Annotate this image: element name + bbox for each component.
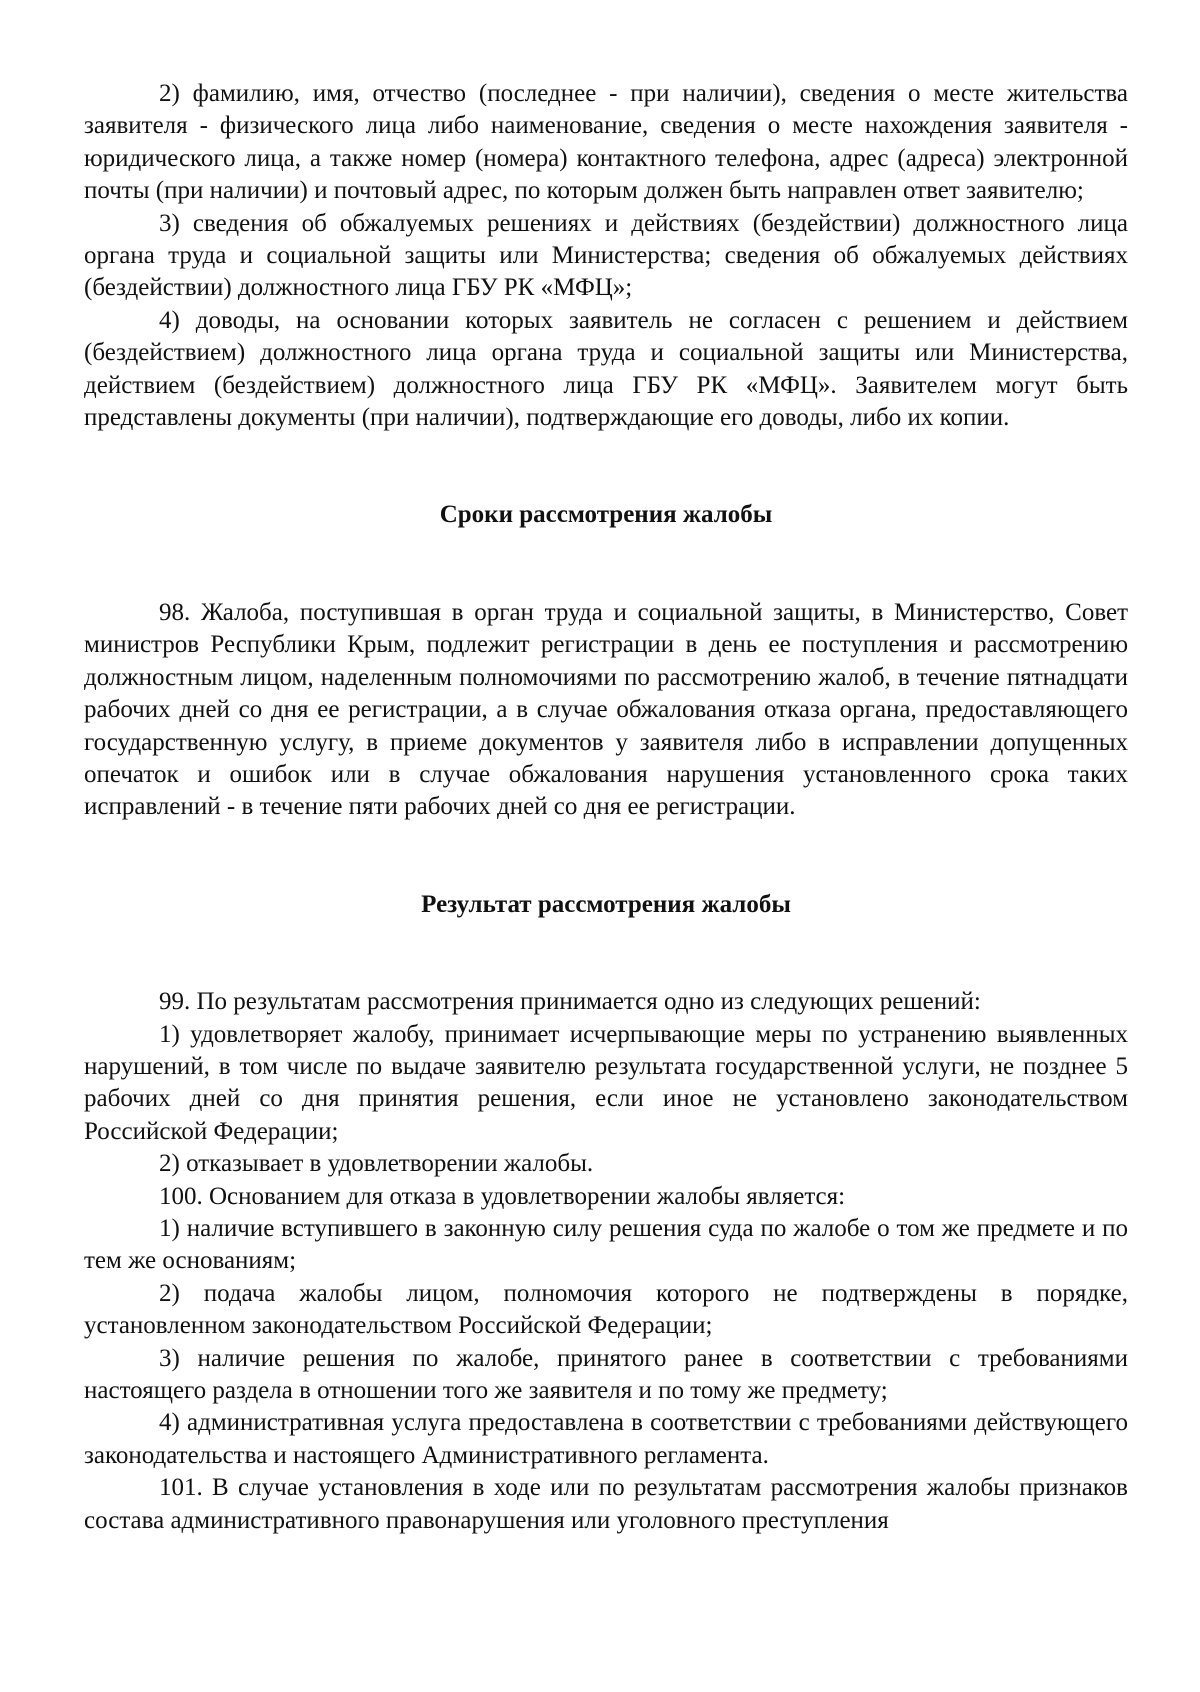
paragraph-item-2: 2) фамилию, имя, отчество (последнее - при наличии), сведения о месте жительства заявителя - физического лица либо наименование, сведения о месте нахождения заявителя - юридического лица, а также номер (номера) контактного телефона, адрес (адреса) электронной почты (при наличии) и почтовый адрес, по которым должен быть направлен ответ заявителю;: [84, 80, 1128, 205]
section-heading-review-terms: Сроки рассмотрения жалобы: [439, 501, 773, 529]
paragraph-100-item-3: 3) наличие решения по жалобе, принятого ранее в соответствии с требованиями настоящего раздела в отношении того же заявителя и по тому же предмету;: [84, 1344, 1128, 1404]
paragraph-99-item-2: 2) отказывает в удовлетворении жалобы.: [159, 1150, 594, 1178]
paragraph-item-3: 3) сведения об обжалуемых решениях и действиях (бездействии) должностного лица органа труда и социальной защиты или Министерства; сведения об обжалуемых действиях (бездействии) должностного лица ГБУ РК «МФЦ»;: [84, 209, 1128, 302]
paragraph-98: 98. Жалоба, поступившая в орган труда и социальной защиты, в Министерство, Совет министров Республики Крым, подлежит регистрации в день ее поступления и рассмотрению должностным лицом, наделенным полномочиями по рассмотрению жалоб, в течение пятнадцати рабочих дней со дня ее регистрации, а в случае обжалования отказа органа, предоставляющего государственную услугу, в приеме документов у заявителя либо в исправлении допущенных опечаток и ошибок или в случае обжалования нарушения установленного срока таких исправлений - в течение пяти рабочих дней со дня ее регистрации.: [84, 598, 1128, 821]
paragraph-100: 100. Основанием для отказа в удовлетворении жалобы является:: [159, 1182, 846, 1210]
paragraph-99-item-1: 1) удовлетворяет жалобу, принимает исчерпывающие меры по устранению выявленных нарушений, в том числе по выдаче заявителю результата государственной услуги, не позднее 5 рабочих дней со дня принятия решения, если иное не установлено законодательством Российской Федерации;: [84, 1020, 1128, 1145]
paragraph-101: 101. В случае установления в ходе или по результатам рассмотрения жалобы признаков состава административного правонарушения или уголовного преступления: [84, 1474, 1128, 1534]
paragraph-100-item-1: 1) наличие вступившего в законную силу решения суда по жалобе о том же предмете и по тем же основаниям;: [84, 1214, 1128, 1275]
paragraph-item-4: 4) доводы, на основании которых заявитель не согласен с решением и действием (бездействием) должностного лица органа труда и социальной защиты или Министерства, действием (бездействием) должностного лица ГБУ РК «МФЦ». Заявителем могут быть представлены документы (при наличии), подтверждающие его доводы, либо их копии.: [84, 306, 1128, 432]
paragraph-100-item-4: 4) административная услуга предоставлена в соответствии с требованиями действующего законодательства и настоящего Административного регламента.: [84, 1409, 1128, 1469]
paragraph-100-item-2: 2) подача жалобы лицом, полномочия которого не подтверждены в порядке, установленном законодательством Российской Федерации;: [84, 1279, 1128, 1340]
document-body: [84, 78, 1128, 1537]
section-heading-review-result: Результат рассмотрения жалобы: [421, 890, 791, 918]
paragraph-99: 99. По результатам рассмотрения принимается одно из следующих решений:: [159, 988, 981, 1016]
